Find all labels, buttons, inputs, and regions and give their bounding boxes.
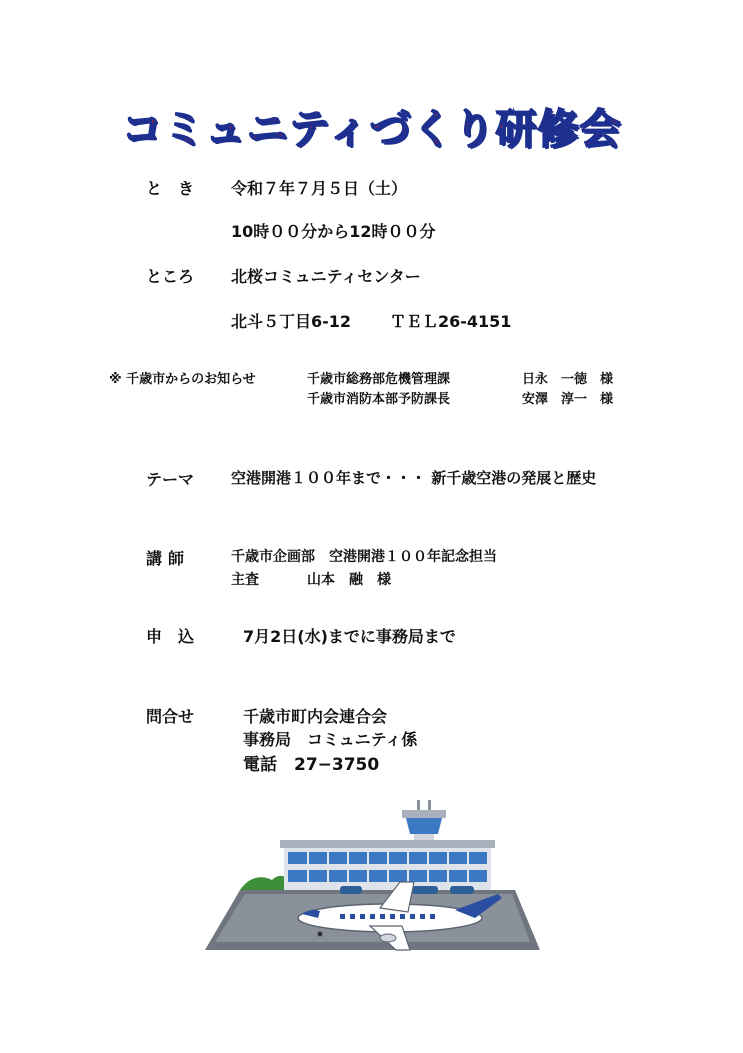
venue-name: 北桜コミュニティセンター	[231, 267, 421, 286]
notice-dept-2: 千歳市消防本部予防課長	[307, 392, 451, 407]
toki-label: と き	[146, 179, 195, 198]
event-date: 令和７年７月５日（土）	[231, 179, 408, 198]
event-time: 10時００分から12時００分	[231, 222, 436, 241]
venue-address: 北斗５丁目6-12	[231, 312, 352, 331]
apply-label: 申 込	[146, 627, 195, 646]
lecturer-role: 主査	[231, 572, 259, 588]
notice-dept-1: 千歳市総務部危機管理課	[307, 372, 451, 387]
contact-org: 千歳市町内会連合会	[243, 707, 388, 726]
tokoro-label: ところ	[146, 267, 195, 286]
contact-office: 事務局 コミュニティ係	[243, 730, 418, 749]
page-title: コミュニティづくり研修会	[121, 105, 622, 153]
theme-text: 空港開港１００年まで・・・ 新千歳空港の発展と歴史	[231, 469, 597, 487]
contact-label: 問合せ	[146, 707, 195, 726]
notice-name-2: 安澤 淳一 様	[522, 392, 614, 407]
airport-illustration-icon	[200, 790, 540, 964]
lecturer-label: 講師	[146, 549, 191, 568]
lecturer-name: 山本 融 様	[307, 572, 391, 588]
lecturer-affiliation: 千歳市企画部 空港開港１００年記念担当	[231, 549, 497, 565]
theme-label: テーマ	[146, 470, 195, 489]
notice-name-1: 日永 一徳 様	[522, 372, 614, 387]
venue-tel: ＴＥＬ26-4151	[390, 312, 512, 331]
notice-label: ※ 千歳市からのお知らせ	[109, 372, 256, 387]
apply-deadline: 7月2日(水)までに事務局まで	[243, 627, 456, 646]
contact-phone: 電話 27−3750	[243, 755, 380, 775]
